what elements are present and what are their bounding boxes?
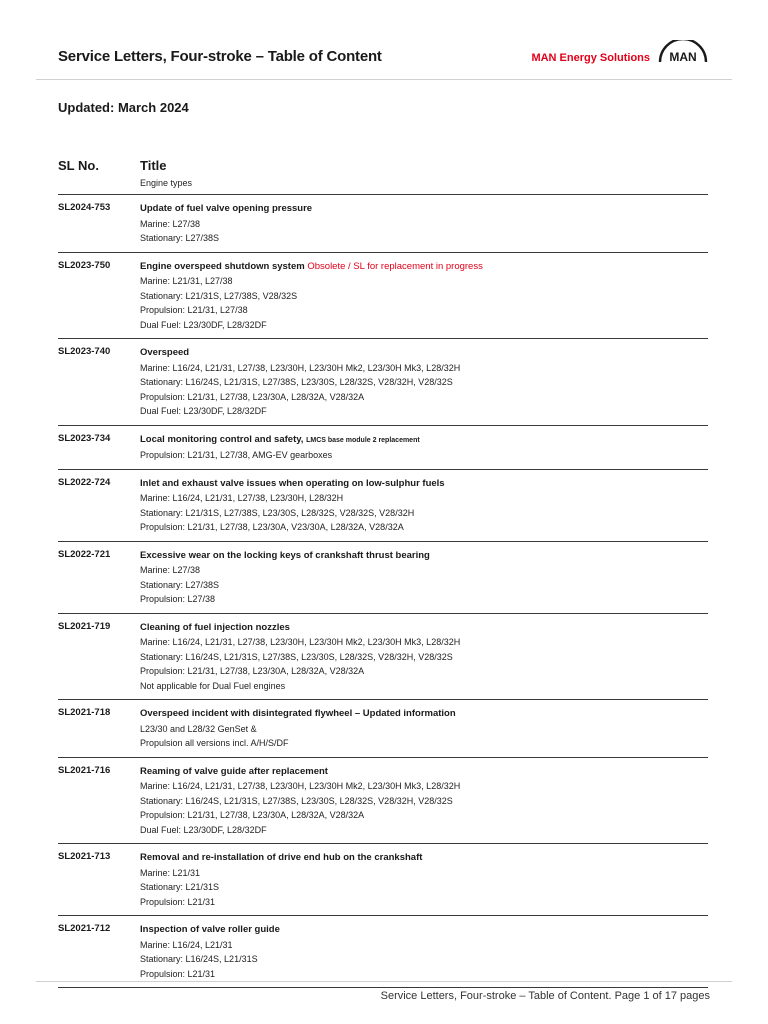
man-logo-icon: [656, 40, 710, 64]
column-header-title: Title: [140, 158, 167, 173]
sl-title-line: [140, 621, 708, 636]
engine-type-line: Marine: L16/24, L21/31, L27/38, L23/30H, L28/32H: [140, 493, 344, 503]
engine-type-line: Stationary: L16/24S, L21/31S: [140, 954, 258, 964]
row-content: [140, 260, 708, 333]
sl-title: Update of fuel valve opening pressure: [140, 203, 313, 214]
engine-type-line: Marine: L16/24, L21/31, L27/38, L23/30H, L23/30H Mk2, L23/30H Mk3, L28/32H: [140, 637, 461, 647]
sl-number: SL2021-716: [58, 764, 111, 776]
engine-type-line: Propulsion: L21/31, L27/38, L23/30A, L28/32A, V28/32A: [140, 666, 365, 676]
sl-title: Local monitoring control and safety,: [140, 433, 304, 445]
logo-text: MAN: [669, 50, 697, 64]
engine-type-line: Propulsion: L21/31, L27/38: [140, 305, 248, 315]
column-subheader-engine-types: Engine types: [140, 178, 193, 188]
engine-type-line: Stationary: L16/24S, L21/31S, L27/38S, L23/30S, L28/32S, V28/32H, V28/32S: [140, 377, 453, 387]
document-title: Service Letters, Four-stroke – Table of Content: [58, 48, 382, 65]
table-row: [58, 425, 708, 469]
sl-title-line: [140, 707, 708, 722]
sl-title: Cleaning of fuel injection nozzles: [140, 621, 290, 633]
table-row: [58, 252, 708, 339]
header-divider: [36, 79, 732, 80]
engine-type-line: Marine: L27/38: [140, 565, 201, 575]
sl-number: SL2023-734: [58, 432, 111, 444]
page-header: [58, 40, 710, 80]
row-content: [140, 621, 708, 694]
engine-type-line: Propulsion: L21/31, L27/38, L23/30A, V23/30A, L28/32A, V28/32A: [140, 522, 404, 532]
engine-type-line: Propulsion all versions incl. A/H/S/DF: [140, 738, 289, 748]
engine-type-line: Propulsion: L21/31, L27/38, L23/30A, L28/32A, V28/32A: [140, 810, 365, 820]
engine-type-line: Dual Fuel: L23/30DF, L28/32DF: [140, 824, 267, 835]
engine-type-line: Stationary: L21/31S, L27/38S, L23/30S, L28/32S, V28/32S, V28/32H: [140, 507, 415, 518]
engine-type-line: Marine: L21/31: [140, 867, 201, 878]
engine-type-line: Propulsion: L21/31, L27/38, L23/30A, L28/32A, V28/32A: [140, 391, 365, 402]
sl-number: SL2023-740: [58, 346, 111, 357]
sl-title: Excessive wear on the locking keys of crankshaft thrust bearing: [140, 549, 430, 561]
engine-type-line: Propulsion: L21/31: [140, 896, 216, 907]
sl-title-suffix: LMCS base module 2 replacement: [306, 436, 420, 444]
row-content: [140, 477, 708, 535]
sl-title-line: [140, 202, 708, 217]
engine-type-line: Propulsion: L21/31, L27/38, AMG-EV gearboxes: [140, 450, 333, 460]
engine-type-line: Propulsion: L21/31: [140, 968, 216, 979]
engine-type-line: Stationary: L21/31S, L27/38S, V28/32S: [140, 290, 298, 301]
sl-number: SL2021-712: [58, 923, 111, 934]
sl-number: SL2021-719: [58, 620, 111, 632]
table-row: [58, 469, 708, 541]
sl-title: Overspeed incident with disintegrated flywheel – Updated information: [140, 708, 456, 719]
table-row: [58, 843, 708, 915]
engine-type-line: Marine: L16/24, L21/31, L27/38, L23/30H, L23/30H Mk2, L23/30H Mk3, L28/32H: [140, 781, 461, 791]
row-content: [140, 346, 708, 419]
sl-number: SL2023-750: [58, 259, 111, 271]
table-row: [58, 757, 708, 844]
sl-title-line: [140, 346, 708, 361]
updated-date: Updated: March 2024: [58, 100, 189, 115]
row-content: [140, 549, 708, 607]
sl-number: SL2022-724: [58, 476, 111, 488]
engine-type-line: Marine: L21/31, L27/38: [140, 276, 233, 286]
engine-type-line: Propulsion: L27/38: [140, 594, 216, 604]
sl-title-line: [140, 923, 708, 938]
sl-title-line: [140, 765, 708, 780]
sl-number: SL2021-713: [58, 851, 111, 862]
engine-type-line: Marine: L27/38: [140, 218, 201, 229]
engine-type-line: Not applicable for Dual Fuel engines: [140, 680, 286, 691]
engine-type-line: Stationary: L27/38S: [140, 233, 220, 243]
table-row: [58, 699, 708, 757]
row-content: [140, 202, 708, 246]
page-footer: Service Letters, Four-stroke – Table of Content. Page 1 of 17 pages: [380, 990, 710, 1002]
engine-type-line: Dual Fuel: L23/30DF, L28/32DF: [140, 319, 267, 330]
row-content: [140, 851, 708, 909]
engine-type-line: L23/30 and L28/32 GenSet &: [140, 723, 257, 734]
brand-name: MAN Energy Solutions: [531, 52, 650, 64]
sl-title: Reaming of valve guide after replacement: [140, 765, 328, 777]
sl-number: SL2022-721: [58, 548, 111, 560]
sl-title: Inspection of valve roller guide: [140, 924, 280, 935]
row-content: [140, 433, 708, 463]
engine-type-line: Stationary: L21/31S: [140, 882, 220, 892]
engine-type-line: Stationary: L16/24S, L21/31S, L27/38S, L23/30S, L28/32S, V28/32H, V28/32S: [140, 651, 453, 662]
obsolete-note: Obsolete / SL for replacement in progress: [307, 260, 483, 272]
engine-type-line: Marine: L16/24, L21/31: [140, 939, 233, 950]
table-row: [58, 541, 708, 613]
row-content: [140, 707, 708, 751]
column-header-sl-no: SL No.: [58, 158, 99, 173]
engine-type-line: Stationary: L27/38S: [140, 579, 220, 590]
footer-divider: [36, 981, 732, 982]
table-row: [58, 915, 708, 988]
sl-title: Engine overspeed shutdown system: [140, 260, 305, 272]
sl-title: Overspeed: [140, 347, 190, 358]
sl-title-line: [140, 477, 708, 492]
table-row: [58, 338, 708, 425]
sl-title: Removal and re-installation of drive end hub on the crankshaft: [140, 852, 423, 863]
sl-title-line: [140, 549, 708, 564]
sl-title-line: [140, 260, 708, 275]
service-letter-table: [58, 194, 708, 988]
table-row: [58, 613, 708, 700]
row-content: [140, 765, 708, 838]
sl-title-line: [140, 433, 708, 449]
sl-title-line: [140, 851, 708, 866]
table-row: [58, 194, 708, 252]
row-content: [140, 923, 708, 981]
engine-type-line: Dual Fuel: L23/30DF, L28/32DF: [140, 406, 267, 416]
engine-type-line: Stationary: L16/24S, L21/31S, L27/38S, L23/30S, L28/32S, V28/32H, V28/32S: [140, 795, 453, 806]
sl-number: SL2021-718: [58, 707, 111, 718]
sl-title: Inlet and exhaust valve issues when operating on low-sulphur fuels: [140, 477, 445, 489]
sl-number: SL2024-753: [58, 202, 111, 213]
engine-type-line: Marine: L16/24, L21/31, L27/38, L23/30H, L23/30H Mk2, L23/30H Mk3, L28/32H: [140, 362, 461, 373]
